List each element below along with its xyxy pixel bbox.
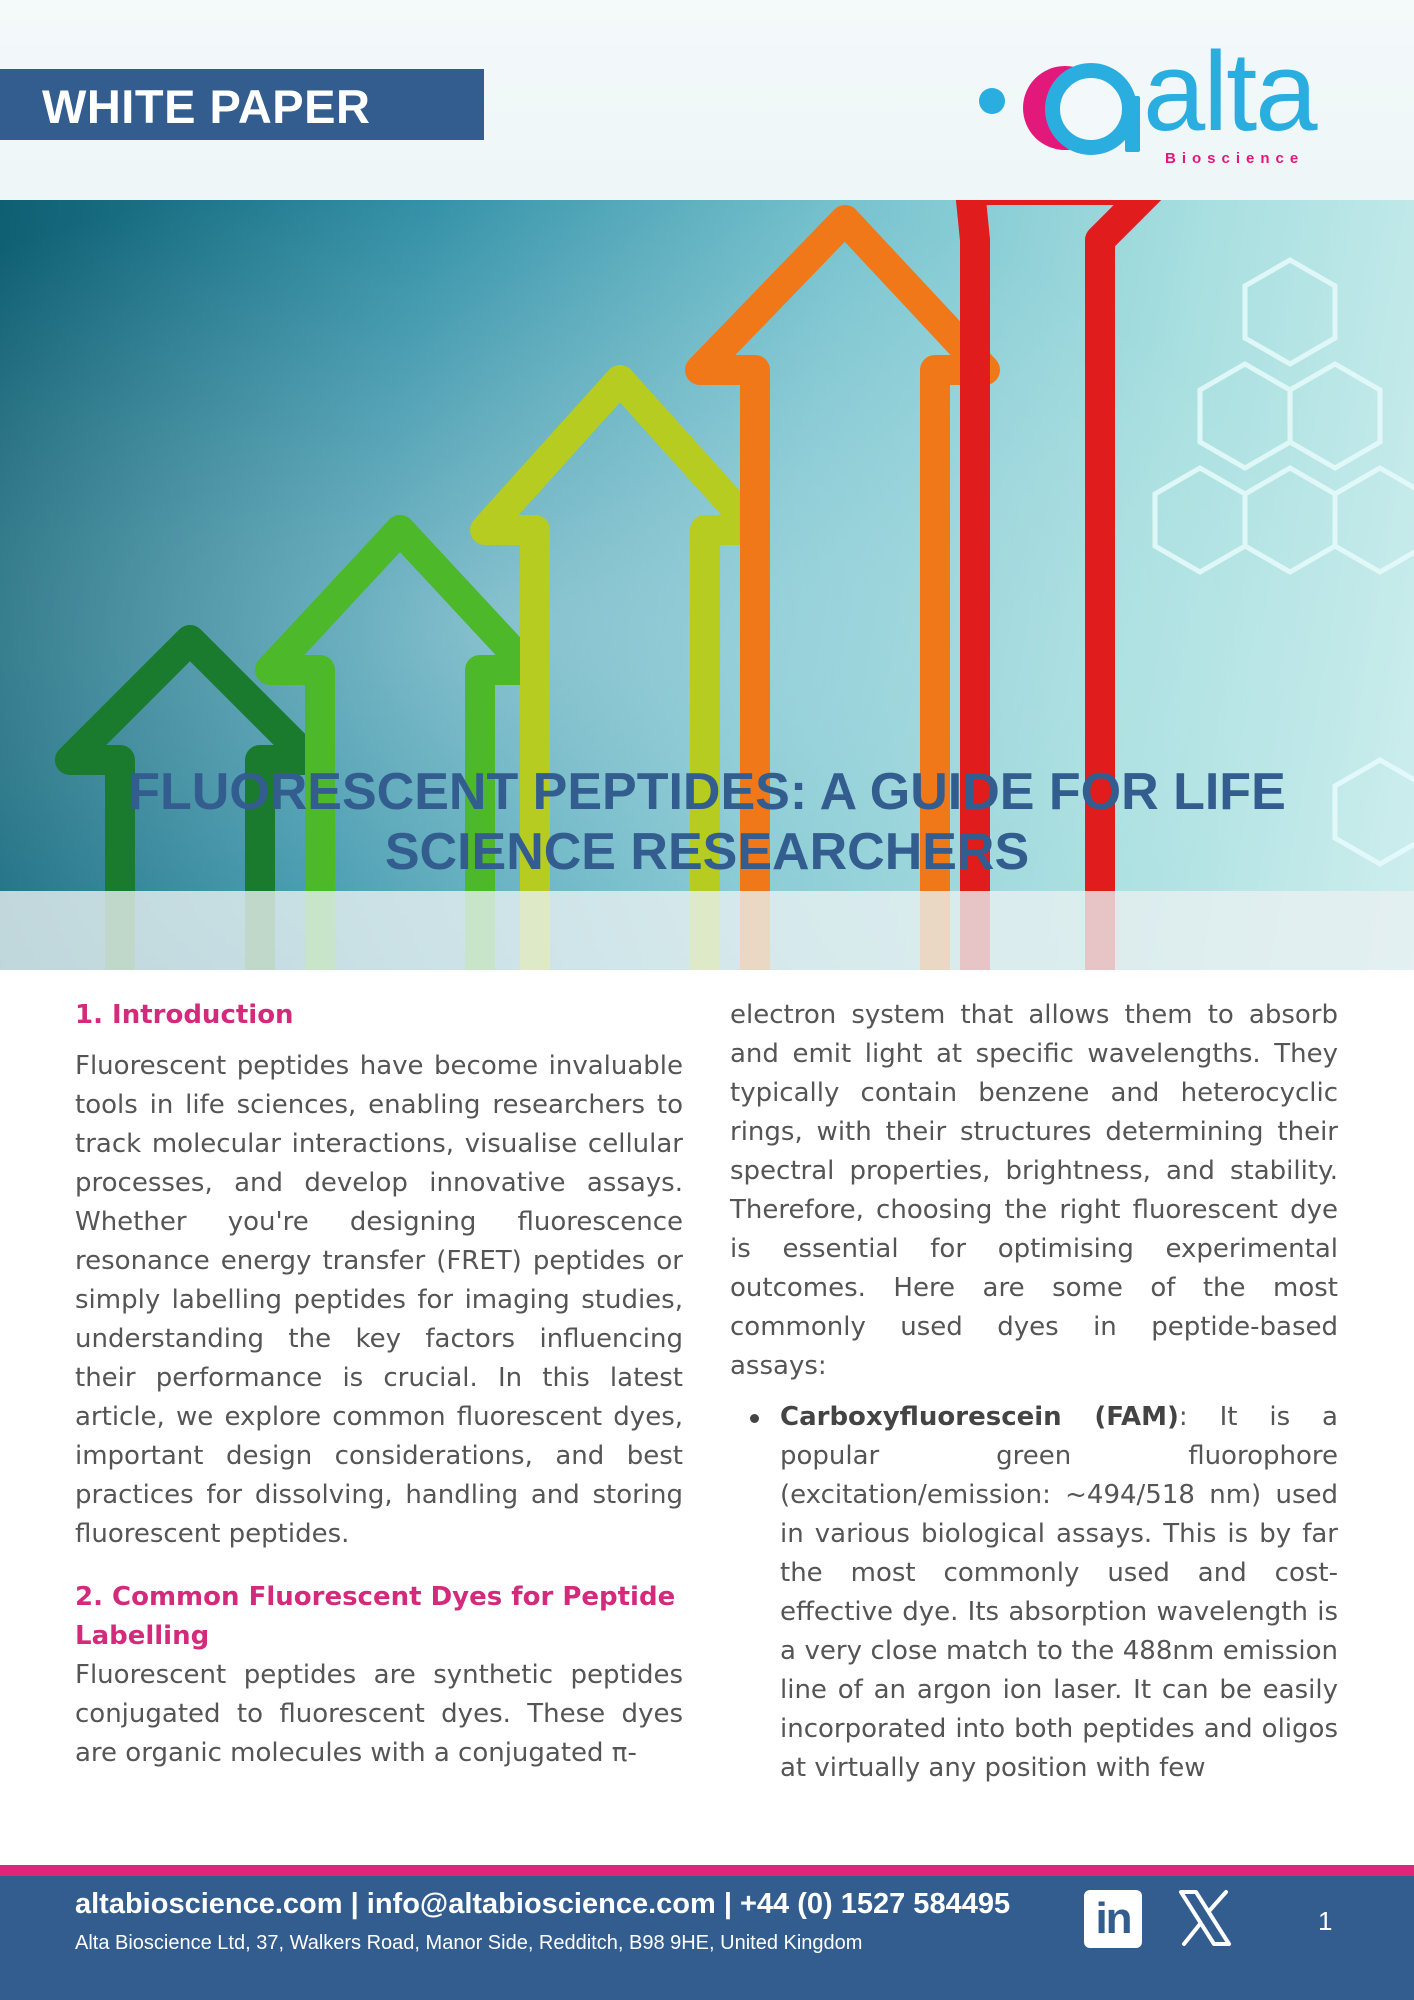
page-number: 1 [1318,1906,1333,1936]
footer-accent-line [0,1865,1414,1876]
list-item-fam [730,1398,1338,1788]
logo-dot [979,88,1005,114]
logo-a-stem [1125,96,1140,152]
page-header [0,0,1414,200]
title-band [0,891,1414,970]
banner-label: WHITE PAPER [42,80,371,133]
white-paper-banner [0,69,484,140]
x-twitter-icon[interactable] [1178,1888,1232,1948]
linkedin-icon[interactable]: in [1084,1890,1142,1948]
bullet-description: : It is a popular green fluorophore (excitation/emission: ~494/518 nm) used in various biological assays. This is by far the most commonly used and cost-effective dye. Its absorption wavelength is a very close match to the 488nm emission line of an argon ion laser. It can be easily incorporated into both peptides and oligos at virtually any position with few [780,1402,1338,1783]
section-heading-introduction: 1. Introduction [75,1000,294,1030]
logo-wordmark: alta [1143,29,1316,154]
common-dyes-paragraph-continued: electron system that allows them to absorb and emit light at specific wavelengths. They typically contain benzene and heterocyclic rings, with their structures determining their spectral properties, brightness, and stability. Therefore, choosing the right fluorescent dye is essential for optimising experimental outcomes. Here are some of the most commonly used dyes in peptide-based assays: [730,1000,1338,1381]
logo-blue-ring [1045,63,1137,155]
document-title: FLUORESCENT PEPTIDES: A GUIDE FOR LIFE SCIENCE RESEARCHERS [128,763,1286,881]
section-spacer [75,1554,683,1578]
introduction-paragraph: Fluorescent peptides have become invaluable tools in life sciences, enabling researchers to track molecular interactions, visualise cellular processes, and develop innovative assays. Whether you're designing fluorescence resonance energy transfer (FRET) peptides or simply labelling peptides for imaging studies, understanding the key factors influencing their performance is crucial. In this latest article, we explore common fluorescent dyes, important design considerations, and best practices for dissolving, handling and storing fluorescent peptides. [75,1051,683,1549]
page-footer [0,1876,1414,2000]
left-column [75,996,683,1773]
logo-subtitle: Bioscience [1165,150,1305,167]
footer-contact[interactable]: altabioscience.com | info@altabioscience.com | +44 (0) 1527 584495 [75,1888,1011,1920]
common-dyes-paragraph: Fluorescent peptides are synthetic peptides conjugated to fluorescent dyes. These dyes are organic molecules with a conjugated π- [75,1660,683,1768]
right-column [730,996,1338,1788]
bullet-term: Carboxyfluorescein (FAM) [780,1402,1179,1432]
footer-address: Alta Bioscience Ltd, 37, Walkers Road, Manor Side, Redditch, B98 9HE, United Kingdom [75,1932,863,1954]
section-heading-common-dyes: 2. Common Fluorescent Dyes for Peptide Labelling [75,1582,676,1651]
alta-bioscience-logo [975,29,1335,168]
